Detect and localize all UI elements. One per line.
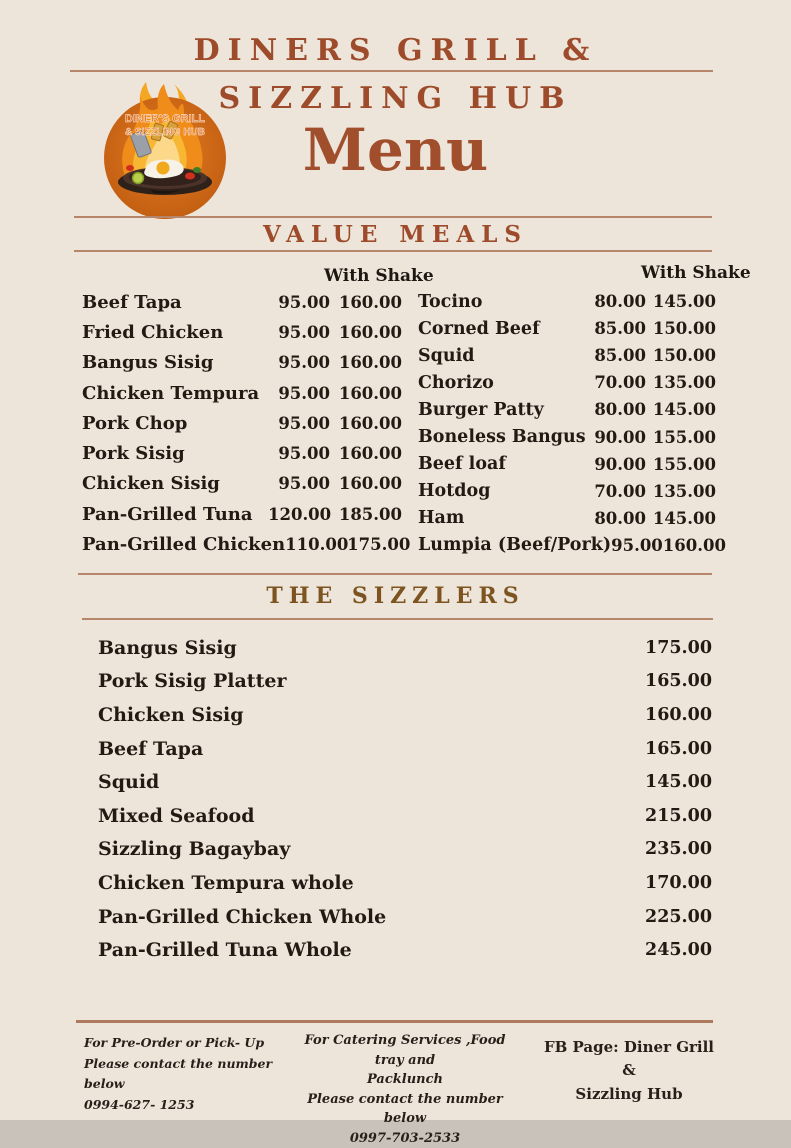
item-name: Chicken Tempura [82, 383, 268, 404]
item-name: Chicken Tempura whole [98, 872, 620, 894]
sizzlers-list [98, 631, 712, 967]
item-name: Bangus Sisig [82, 352, 268, 373]
item-price: 90.00 [590, 428, 646, 447]
table-row [82, 287, 402, 317]
item-price: 95.00 [611, 536, 663, 555]
item-price: 165.00 [620, 739, 712, 759]
item-price: 70.00 [590, 482, 646, 501]
item-name: Mixed Seafood [98, 805, 620, 827]
value-meals-left-column [82, 287, 402, 560]
item-price-with-shake: 150.00 [646, 319, 716, 338]
list-item [98, 833, 712, 867]
divider [76, 1020, 713, 1023]
list-item [98, 866, 712, 900]
page-title: Menu [0, 116, 791, 184]
item-price: 95.00 [268, 384, 330, 403]
item-price-with-shake: 160.00 [330, 323, 402, 342]
item-price-with-shake: 185.00 [330, 505, 402, 524]
table-row [418, 369, 716, 396]
item-price: 95.00 [268, 293, 330, 312]
item-name: Pork Chop [82, 413, 268, 434]
table-row [82, 408, 402, 438]
divider [74, 216, 712, 218]
item-price: 145.00 [620, 772, 712, 792]
item-price: 90.00 [590, 455, 646, 474]
item-name: Chicken Sisig [98, 704, 620, 726]
item-price-with-shake: 160.00 [330, 414, 402, 433]
item-name: Chorizo [418, 373, 590, 393]
table-row [418, 342, 716, 369]
item-price-with-shake: 150.00 [646, 346, 716, 365]
list-item [98, 900, 712, 934]
table-row [418, 451, 716, 478]
item-name: Pan-Grilled Chicken [82, 534, 285, 555]
fb-page-line1: FB Page: Diner Grill & [543, 1036, 715, 1083]
catering-line3: Please contact the number below [293, 1090, 517, 1129]
item-name: Beef loaf [418, 454, 590, 474]
item-price: 215.00 [620, 806, 712, 826]
table-row [418, 532, 716, 559]
table-row [418, 505, 716, 532]
item-price-with-shake: 175.00 [347, 535, 410, 554]
item-price: 85.00 [590, 346, 646, 365]
item-price: 175.00 [620, 638, 712, 658]
list-item [98, 799, 712, 833]
item-price: 235.00 [620, 839, 712, 859]
facebook-page-block [543, 1036, 715, 1106]
divider [82, 618, 713, 620]
item-price-with-shake: 145.00 [646, 292, 716, 311]
item-name: Burger Patty [418, 400, 590, 420]
preorder-phone: 0994-627- 1253 [84, 1095, 294, 1116]
divider [78, 573, 712, 575]
item-price: 160.00 [620, 705, 712, 725]
table-row [82, 529, 402, 559]
item-price: 85.00 [590, 319, 646, 338]
item-name: Beef Tapa [82, 292, 268, 313]
preorder-line2: Please contact the number below [84, 1054, 294, 1095]
catering-contact-block [293, 1031, 517, 1148]
table-row [82, 499, 402, 529]
item-name: Boneless Bangus [418, 427, 590, 447]
item-name: Lumpia (Beef/Pork) [418, 535, 611, 555]
item-name: Squid [418, 346, 590, 366]
table-row [82, 348, 402, 378]
item-name: Ham [418, 508, 590, 528]
preorder-contact-block [84, 1033, 294, 1116]
table-row [418, 396, 716, 423]
item-name: Pan-Grilled Chicken Whole [98, 906, 620, 928]
fb-page-line2: Sizzling Hub [543, 1083, 715, 1106]
restaurant-name-line1: DINERS GRILL & [0, 33, 791, 68]
item-price: 80.00 [590, 292, 646, 311]
item-price: 95.00 [268, 353, 330, 372]
restaurant-name-line2: SIZZLING HUB [0, 81, 791, 116]
item-price: 80.00 [590, 509, 646, 528]
table-row [82, 469, 402, 499]
item-name: Pork Sisig Platter [98, 670, 620, 692]
item-price-with-shake: 160.00 [663, 536, 726, 555]
list-item [98, 698, 712, 732]
restaurant-logo [90, 80, 240, 220]
item-price-with-shake: 135.00 [646, 373, 716, 392]
item-price: 110.00 [285, 535, 347, 554]
value-meals-right-column [418, 288, 716, 559]
item-name: Hotdog [418, 481, 590, 501]
item-price-with-shake: 160.00 [330, 444, 402, 463]
list-item [98, 732, 712, 766]
item-price-with-shake: 135.00 [646, 482, 716, 501]
catering-line1: For Catering Services ,Food tray and [293, 1031, 517, 1070]
item-price: 165.00 [620, 671, 712, 691]
table-row [418, 478, 716, 505]
grill-flame-logo-icon [90, 80, 240, 220]
logo-text-line1: DINER'S GRILL [125, 113, 206, 125]
list-item [98, 933, 712, 967]
item-name: Pan-Grilled Tuna Whole [98, 939, 620, 961]
catering-phone: 0997-703-2533 [293, 1129, 517, 1148]
list-item [98, 665, 712, 699]
item-name: Pan-Grilled Tuna [82, 504, 268, 525]
item-price: 245.00 [620, 940, 712, 960]
item-name: Pork Sisig [82, 443, 268, 464]
item-price: 95.00 [268, 414, 330, 433]
item-price: 95.00 [268, 474, 330, 493]
catering-line2: Packlunch [293, 1070, 517, 1090]
value-meals-heading: VALUE MEALS [0, 221, 791, 248]
item-price-with-shake: 160.00 [330, 474, 402, 493]
item-name: Bangus Sisig [98, 637, 620, 659]
item-price: 70.00 [590, 373, 646, 392]
divider [70, 70, 713, 72]
item-price: 95.00 [268, 444, 330, 463]
with-shake-label-right: With Shake [641, 263, 751, 283]
table-row [82, 317, 402, 347]
table-row [82, 438, 402, 468]
list-item [98, 631, 712, 665]
list-item [98, 765, 712, 799]
item-price-with-shake: 160.00 [330, 353, 402, 372]
with-shake-label-left: With Shake [324, 266, 434, 286]
table-row [418, 315, 716, 342]
item-price: 80.00 [590, 400, 646, 419]
item-name: Tocino [418, 292, 590, 312]
item-price: 225.00 [620, 907, 712, 927]
item-price-with-shake: 145.00 [646, 509, 716, 528]
item-price-with-shake: 155.00 [646, 455, 716, 474]
item-price-with-shake: 160.00 [330, 384, 402, 403]
item-name: Beef Tapa [98, 738, 620, 760]
table-row [82, 378, 402, 408]
preorder-line1: For Pre-Order or Pick- Up [84, 1033, 294, 1054]
table-row [418, 423, 716, 450]
item-price: 120.00 [268, 505, 330, 524]
item-name: Chicken Sisig [82, 473, 268, 494]
item-price: 95.00 [268, 323, 330, 342]
item-name: Squid [98, 771, 620, 793]
item-price: 170.00 [620, 873, 712, 893]
item-name: Corned Beef [418, 319, 590, 339]
item-name: Sizzling Bagaybay [98, 838, 620, 860]
item-price-with-shake: 160.00 [330, 293, 402, 312]
item-price-with-shake: 155.00 [646, 428, 716, 447]
sizzlers-heading: THE SIZZLERS [0, 583, 791, 609]
item-price-with-shake: 145.00 [646, 400, 716, 419]
table-row [418, 288, 716, 315]
item-name: Fried Chicken [82, 322, 268, 343]
divider [74, 250, 712, 252]
logo-text-line2: & SIZZLING HUB [125, 127, 205, 138]
